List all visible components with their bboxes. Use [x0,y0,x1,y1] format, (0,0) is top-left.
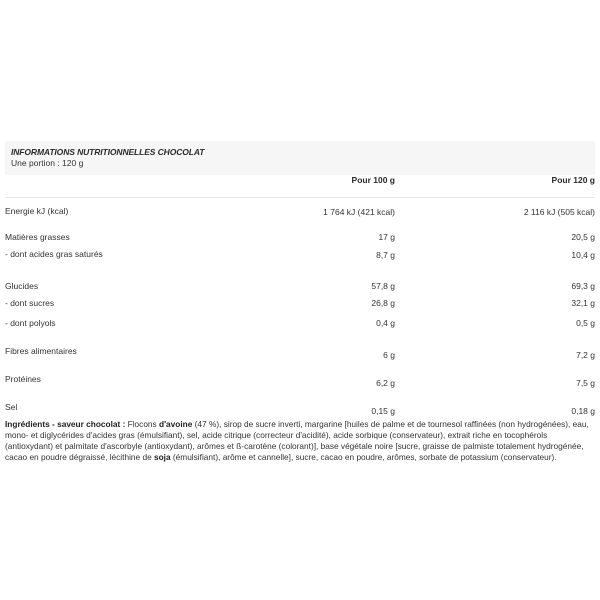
nutrient-name: Matières grasses [5,231,70,242]
nutrient-name: Fibres alimentaires [5,345,77,356]
ingredients-label: Ingrédients - saveur chocolat : [5,419,126,429]
ingredients-text [5,419,595,463]
nutrient-name: - dont sucres [5,297,55,308]
table-row [5,275,595,294]
nutrient-name: Glucides [5,280,39,291]
nutrient-name: Sel [5,401,18,412]
allergen-oat: d'avoine [159,419,193,429]
table-row [5,342,595,370]
table-row [5,399,595,421]
value-per-100g: 6,2 g [376,377,395,388]
table-row [5,313,595,342]
value-per-100g: 26,8 g [371,297,395,308]
nutrition-title: INFORMATIONS NUTRITIONNELLES CHOCOLAT [11,147,205,157]
value-per-100g: 0,4 g [376,317,395,328]
column-header-per-120g: Pour 120 g [395,175,595,198]
value-per-120g: 7,2 g [576,349,595,360]
value-per-120g: 2 116 kJ (505 kcal) [523,207,595,217]
ingredients-part: Flocons [125,419,160,429]
value-per-100g: 1 764 kJ (421 kcal) [323,207,395,217]
ingredients-part: (47 %), sirop de sucre inverti, margarine [huiles de palme et de tournesol raffinées (non hydrogénées), eau, mono- et diglycérides d'acides gras (émulsifiant), sel, acide citrique (correcteur d'acidité), acide sorbique (conservateur), extrait riche en tocophérols (antioxydant) et palmitate d'ascorbyle (antioxydant), arômes et ß-carotène (colorant)], base végétale noire [sucre, graisse de palmiste totalement hydrogénée, cacao en poudre dégraissé, lécithine de [5,419,589,462]
value-per-120g: 10,4 g [571,249,595,260]
value-per-120g: 69,3 g [571,280,595,291]
column-header-nutrient [5,175,295,198]
nutrition-panel [5,141,595,421]
value-per-100g: 6 g [383,349,395,360]
table-row [5,249,595,275]
nutrition-header [5,141,595,175]
portion-size: Une portion : 120 g [11,158,84,168]
value-per-100g: 0,15 g [371,405,395,416]
value-per-120g: 0,18 g [571,405,595,416]
nutrient-name: - dont acides gras saturés [5,248,103,259]
nutrient-name: - dont polyols [5,317,56,328]
nutrient-name: Energie kJ (kcal) [5,206,69,216]
value-per-120g: 32,1 g [571,297,595,308]
value-per-100g: 17 g [378,231,395,242]
table-row [5,370,595,399]
value-per-120g: 20,5 g [571,231,595,242]
table-row [5,294,595,313]
table-header-row [5,175,595,198]
value-per-100g: 8,7 g [376,249,395,260]
column-header-per-100g: Pour 100 g [295,175,395,198]
value-per-100g: 57,8 g [371,280,395,291]
ingredients-part: (émulsifiant), arôme et cannelle], sucre, cacao en poudre, arômes, sorbate de potassium (conservateur). [170,452,557,462]
table-row [5,227,595,249]
table-row [5,198,595,227]
nutrition-table [5,175,595,421]
value-per-120g: 7,5 g [576,377,595,388]
allergen-soy: soja [153,452,171,462]
value-per-120g: 0,5 g [576,317,595,328]
nutrient-name: Protéines [5,373,41,384]
